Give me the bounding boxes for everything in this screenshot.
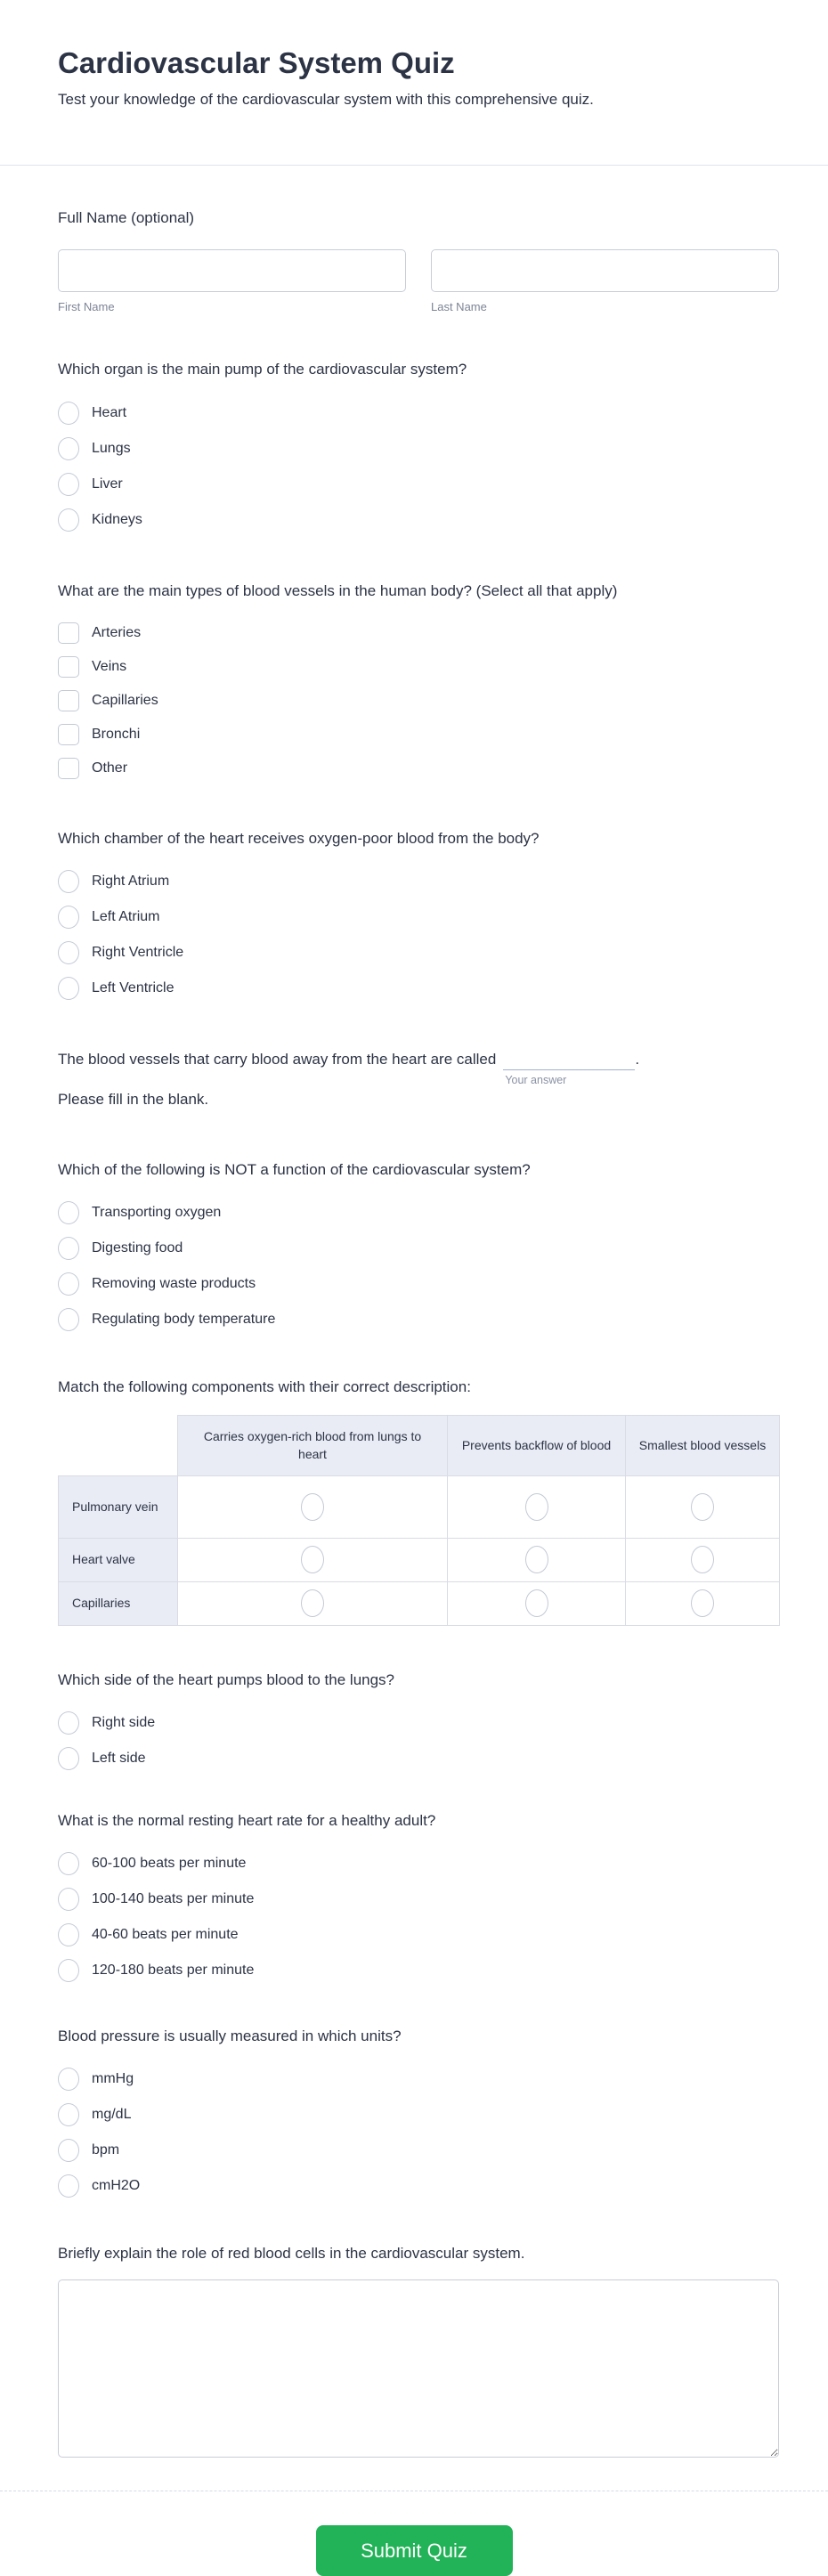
fill-blank-line2: Please fill in the blank.	[58, 1090, 209, 1108]
checkbox-icon[interactable]	[58, 690, 79, 711]
checkbox-option[interactable]	[58, 690, 779, 711]
fill-blank-caption: Your answer	[505, 1073, 567, 1086]
radio-option[interactable]	[58, 1852, 779, 1875]
radio-option-label: 120-180 beats per minute	[92, 1962, 255, 1979]
radio-option-label: bpm	[92, 2142, 120, 2158]
matrix-corner-cell	[59, 1415, 178, 1475]
radio-option-label: mmHg	[92, 2071, 134, 2087]
radio-icon[interactable]	[58, 2139, 79, 2162]
checkbox-option-label: Capillaries	[92, 692, 158, 708]
submit-row	[0, 2525, 828, 2576]
question-vessels	[58, 581, 779, 779]
radio-option[interactable]	[58, 1711, 779, 1735]
question-rbc	[58, 2244, 779, 2462]
radio-icon[interactable]	[58, 2103, 79, 2126]
fill-blank-input-wrap	[503, 1050, 635, 1086]
radio-option[interactable]	[58, 2139, 779, 2162]
matrix-row	[59, 1475, 780, 1538]
radio-option-label: 40-60 beats per minute	[92, 1927, 239, 1943]
matrix-radio-icon[interactable]	[525, 1589, 548, 1617]
matrix-radio-icon[interactable]	[301, 1493, 324, 1521]
radio-option-label: Kidneys	[92, 511, 142, 527]
radio-option[interactable]	[58, 870, 779, 893]
checkbox-option[interactable]	[58, 758, 779, 779]
radio-option-label: Right Atrium	[92, 873, 170, 889]
radio-icon[interactable]	[58, 977, 79, 1000]
fill-blank-text-before: The blood vessels that carry blood away from the heart are called	[58, 1050, 497, 1068]
radio-option-label: Left Ventricle	[92, 979, 175, 995]
question-label: Which chamber of the heart receives oxygen-poor blood from the body?	[58, 829, 540, 847]
radio-icon[interactable]	[58, 870, 79, 893]
checkbox-icon[interactable]	[58, 622, 79, 644]
matrix-radio-icon[interactable]	[691, 1589, 714, 1617]
checkbox-option-label: Other	[92, 760, 128, 776]
last-name-input[interactable]	[431, 249, 779, 292]
checkbox-icon[interactable]	[58, 656, 79, 678]
radio-option[interactable]	[58, 1923, 779, 1946]
radio-option-label: Heart	[92, 404, 127, 420]
radio-option-label: Right side	[92, 1714, 156, 1730]
matrix-radio-icon[interactable]	[691, 1493, 714, 1521]
question-label: What are the main types of blood vessels in the human body? (Select all that apply)	[58, 581, 618, 599]
question-side	[58, 1670, 779, 1770]
matrix-row-header: Pulmonary vein	[59, 1475, 178, 1538]
full-name-label: Full Name (optional)	[58, 209, 195, 227]
radio-option[interactable]	[58, 2068, 779, 2091]
matrix-column-header: Carries oxygen-rich blood from lungs to heart	[178, 1415, 448, 1475]
first-name-input[interactable]	[58, 249, 406, 292]
radio-icon[interactable]	[58, 1747, 79, 1770]
question-label: Match the following components with their correct description:	[58, 1377, 471, 1395]
checkbox-icon[interactable]	[58, 758, 79, 779]
matrix-table	[58, 1415, 780, 1626]
radio-icon[interactable]	[58, 473, 79, 496]
page-subtitle: Test your knowledge of the cardiovascular system with this comprehensive quiz.	[58, 91, 594, 109]
matrix-row	[59, 1581, 780, 1625]
radio-option[interactable]	[58, 1201, 779, 1224]
radio-option[interactable]	[58, 1308, 779, 1331]
question-label: Which of the following is NOT a function of the cardiovascular system?	[58, 1160, 531, 1178]
fill-blank-question	[58, 1050, 779, 1110]
checkbox-icon[interactable]	[58, 724, 79, 745]
radio-option[interactable]	[58, 2174, 779, 2198]
checkbox-option-label: Arteries	[92, 624, 142, 640]
question-label: Blood pressure is usually measured in which units?	[58, 2027, 402, 2045]
question-label: Briefly explain the role of red blood cells in the cardiovascular system.	[58, 2245, 525, 2263]
radio-option-label: Lungs	[92, 440, 131, 456]
radio-icon[interactable]	[58, 437, 79, 460]
form-header	[0, 0, 828, 166]
question-chamber	[58, 829, 779, 1000]
question-label: Which side of the heart pumps blood to the lungs?	[58, 1670, 395, 1688]
checkbox-option[interactable]	[58, 656, 779, 678]
radio-option[interactable]	[58, 1272, 779, 1296]
fill-blank-input[interactable]	[503, 1051, 635, 1070]
radio-option[interactable]	[58, 906, 779, 929]
radio-icon[interactable]	[58, 1959, 79, 1982]
radio-option-label: Liver	[92, 475, 123, 492]
radio-option-label: mg/dL	[92, 2107, 132, 2123]
radio-option[interactable]	[58, 1237, 779, 1260]
radio-option[interactable]	[58, 941, 779, 964]
full-name-question	[58, 208, 779, 313]
fill-blank-text-after: .	[635, 1050, 640, 1068]
checkbox-option[interactable]	[58, 724, 779, 745]
radio-option-label: Digesting food	[92, 1239, 183, 1255]
checkbox-option[interactable]	[58, 622, 779, 644]
matrix-radio-icon[interactable]	[525, 1546, 548, 1573]
radio-option[interactable]	[58, 1888, 779, 1911]
radio-icon[interactable]	[58, 1888, 79, 1911]
first-name-sublabel: First Name	[58, 300, 115, 314]
radio-option-label: Removing waste products	[92, 1275, 256, 1291]
submit-quiz-button[interactable]: Submit Quiz	[316, 2525, 513, 2576]
radio-icon[interactable]	[58, 2068, 79, 2091]
radio-icon[interactable]	[58, 2174, 79, 2198]
radio-icon[interactable]	[58, 1308, 79, 1331]
radio-icon[interactable]	[58, 1237, 79, 1260]
radio-option-label: Regulating body temperature	[92, 1311, 276, 1327]
matrix-radio-icon[interactable]	[691, 1546, 714, 1573]
radio-option[interactable]	[58, 437, 779, 460]
radio-option[interactable]	[58, 2103, 779, 2126]
radio-icon[interactable]	[58, 1923, 79, 1946]
matrix-row-header: Heart valve	[59, 1538, 178, 1581]
radio-option[interactable]	[58, 1747, 779, 1770]
radio-option-label: cmH2O	[92, 2178, 141, 2194]
matrix-row	[59, 1538, 780, 1581]
checkbox-option-label: Veins	[92, 658, 127, 674]
radio-option[interactable]	[58, 1959, 779, 1982]
checkbox-option-label: Bronchi	[92, 726, 141, 742]
radio-icon[interactable]	[58, 906, 79, 929]
radio-option[interactable]	[58, 402, 779, 425]
question-label: Which organ is the main pump of the cardiovascular system?	[58, 361, 467, 378]
radio-option-label: Right Ventricle	[92, 944, 184, 960]
radio-icon[interactable]	[58, 1201, 79, 1224]
matrix-radio-icon[interactable]	[301, 1546, 324, 1573]
radio-icon[interactable]	[58, 508, 79, 532]
matrix-radio-icon[interactable]	[525, 1493, 548, 1521]
matrix-column-header: Smallest blood vessels	[626, 1415, 780, 1475]
radio-option[interactable]	[58, 473, 779, 496]
question-organ	[58, 360, 779, 531]
radio-option[interactable]	[58, 977, 779, 1000]
matrix-radio-icon[interactable]	[301, 1589, 324, 1617]
radio-option-label: Transporting oxygen	[92, 1204, 222, 1220]
page-title: Cardiovascular System Quiz	[58, 46, 455, 79]
matrix-row-header: Capillaries	[59, 1581, 178, 1625]
last-name-sublabel: Last Name	[431, 300, 487, 314]
radio-icon[interactable]	[58, 1852, 79, 1875]
radio-option-label: 100-140 beats per minute	[92, 1891, 255, 1907]
radio-option-label: Left side	[92, 1750, 146, 1766]
radio-icon[interactable]	[58, 402, 79, 425]
radio-icon[interactable]	[58, 1272, 79, 1296]
radio-icon[interactable]	[58, 941, 79, 964]
rbc-answer-textarea[interactable]	[58, 2279, 779, 2458]
question-matrix	[58, 1377, 779, 1626]
question-bp-units	[58, 2027, 779, 2198]
radio-option-label: Left Atrium	[92, 908, 160, 924]
question-heart-rate	[58, 1811, 779, 1982]
question-label: What is the normal resting heart rate for a healthy adult?	[58, 1811, 436, 1829]
radio-option[interactable]	[58, 508, 779, 532]
radio-option-label: 60-100 beats per minute	[92, 1856, 247, 1872]
question-not-function	[58, 1160, 779, 1331]
matrix-column-header: Prevents backflow of blood	[448, 1415, 626, 1475]
radio-icon[interactable]	[58, 1711, 79, 1735]
